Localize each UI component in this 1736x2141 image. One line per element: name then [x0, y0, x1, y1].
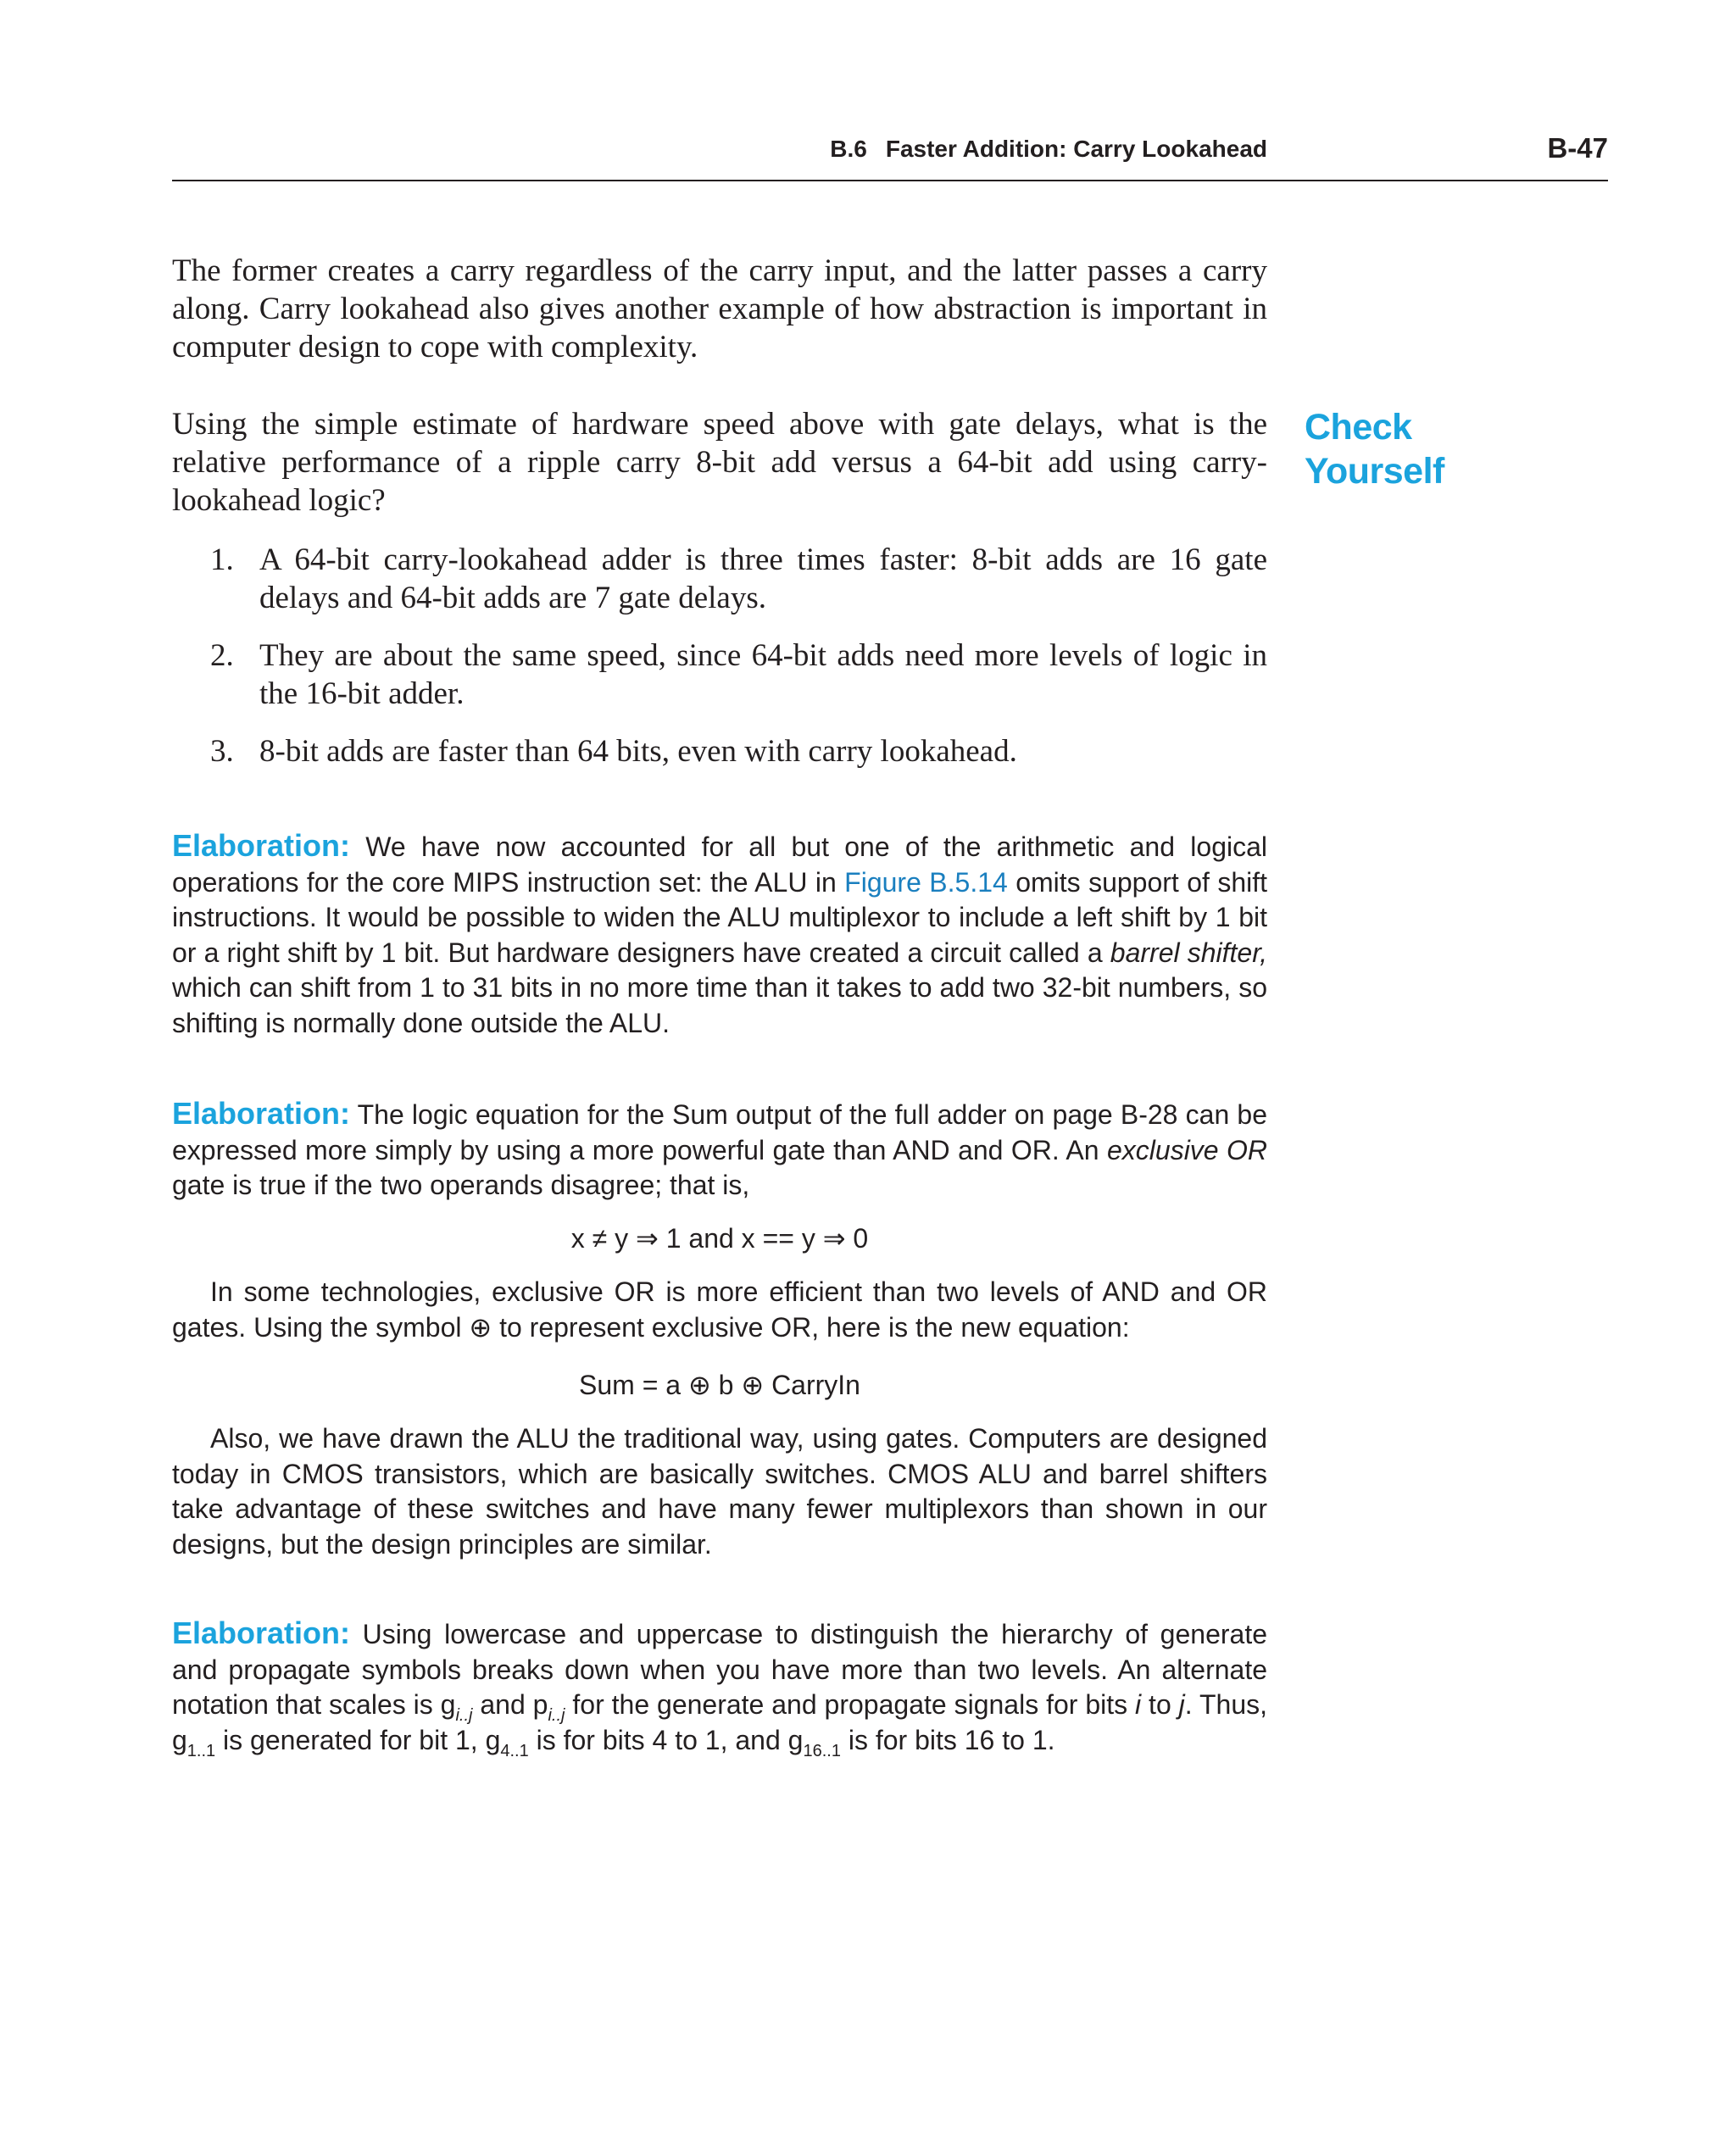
- option-number: 3.: [210, 734, 234, 769]
- option-number: 1.: [210, 542, 234, 577]
- elaboration-text: to: [1141, 1689, 1179, 1720]
- subscript: i..j: [455, 1706, 473, 1725]
- elaboration-2-paragraph-2: In some technologies, exclusive OR is more efficient than two levels of AND and OR gates. Using the symbol ⊕ to represent exclusive OR, here is the new equation:: [172, 1276, 1267, 1343]
- elaboration-italic-term: i: [1135, 1689, 1142, 1720]
- elaboration-2: [172, 1096, 1267, 1204]
- option-text: A 64-bit carry-lookahead adder is three times faster: 8-bit adds are 16 gate delays and 64-bit adds are 7 gate delays.: [259, 542, 1267, 615]
- elaboration-text: We have now accounted for all but one of the arithmetic and logical operations for the core MIPS instruction set: the ALU in: [172, 831, 1267, 898]
- option-text: They are about the same speed, since 64-bit adds need more levels of logic in the 16-bit adder.: [259, 638, 1267, 711]
- intro-paragraph: The former creates a carry regardless of the carry input, and the latter passes a carry along. Carry lookahead also gives another example of how abstraction is important in computer design to cope with complexity.: [172, 253, 1267, 364]
- figure-link[interactable]: Figure B.5.14: [844, 866, 1008, 898]
- subscript: 4..1: [500, 1741, 529, 1760]
- elaboration-text: The logic equation for the Sum output of the full adder on page B-28 can be expressed more simply by using a more powerful gate than AND and OR. An: [172, 1099, 1267, 1165]
- xor-definition-equation: x ≠ y ⇒ 1 and x == y ⇒ 0: [570, 1223, 869, 1254]
- running-header-title: [830, 136, 1267, 163]
- elaboration-text: gate is true if the two operands disagree; that is,: [172, 1170, 750, 1200]
- check-yourself-question: Using the simple estimate of hardware speed above with gate delays, what is the relative performance of a ripple carry 8-bit add versus a 64-bit add using carry-lookahead logic?: [172, 407, 1267, 518]
- answer-option: [210, 541, 1267, 617]
- elaboration-text: is for bits 16 to 1.: [840, 1724, 1055, 1755]
- check-yourself-heading: [1305, 405, 1559, 493]
- option-number: 2.: [210, 638, 234, 673]
- elaboration-text: Using lowercase and uppercase to distinguish the hierarchy of generate and propagate symbols breaks down when you have more than two levels. An alternate notation that scales is g: [172, 1619, 1267, 1720]
- elaboration-italic-term: j: [1178, 1689, 1185, 1720]
- option-text: 8-bit adds are faster than 64 bits, even with carry lookahead.: [259, 734, 1017, 769]
- answer-option: [210, 637, 1267, 713]
- elaboration-italic-term: barrel shifter,: [1110, 937, 1268, 968]
- subscript: 16..1: [803, 1741, 841, 1760]
- elaboration-text: . Thus, g: [172, 1689, 1268, 1755]
- elaboration-text: is for bits 4 to 1, and g: [528, 1724, 804, 1755]
- elaboration-text: and p: [472, 1689, 548, 1720]
- sum-equation: Sum = a ⊕ b ⊕ CarryIn: [579, 1370, 860, 1400]
- page-number: B-47: [1547, 132, 1608, 164]
- section-title: Faster Addition: Carry Lookahead: [885, 136, 1267, 162]
- elaboration-3: [172, 1615, 1267, 1758]
- check-yourself-line2: Yourself: [1305, 451, 1444, 492]
- elaboration-label: Elaboration:: [172, 1096, 351, 1131]
- answer-option: [210, 732, 1267, 770]
- elaboration-label: Elaboration:: [172, 1615, 351, 1650]
- elaboration-text: is generated for bit 1, g: [215, 1724, 501, 1755]
- answer-options: [210, 541, 1267, 770]
- check-yourself-line1: Check: [1305, 407, 1412, 448]
- subscript: i..j: [548, 1706, 565, 1725]
- elaboration-italic-term: exclusive OR: [1106, 1134, 1268, 1165]
- elaboration-text: which can shift from 1 to 31 bits in no more time than it takes to add two 32-bit numbers, so shifting is normally done outside the ALU.: [172, 972, 1267, 1038]
- elaboration-1: [172, 828, 1267, 1041]
- running-header: [172, 129, 1608, 181]
- elaboration-text: omits support of shift instructions. It would be possible to widen the ALU multiplexor to include a left shift by 1 bit or a right shift by 1 bit. But hardware designers have created a circuit called a: [172, 866, 1268, 968]
- elaboration-label: Elaboration:: [172, 828, 351, 863]
- elaboration-text: for the generate and propagate signals for bits: [565, 1689, 1136, 1720]
- subscript: 1..1: [186, 1741, 216, 1760]
- section-number: B.6: [830, 136, 867, 162]
- elaboration-2-paragraph-3: Also, we have drawn the ALU the traditional way, using gates. Computers are designed today in CMOS transistors, which are basically switches. CMOS ALU and barrel shifters take advantage of these switches and have many fewer multiplexors than shown in our designs, but the design principles are similar.: [172, 1423, 1267, 1560]
